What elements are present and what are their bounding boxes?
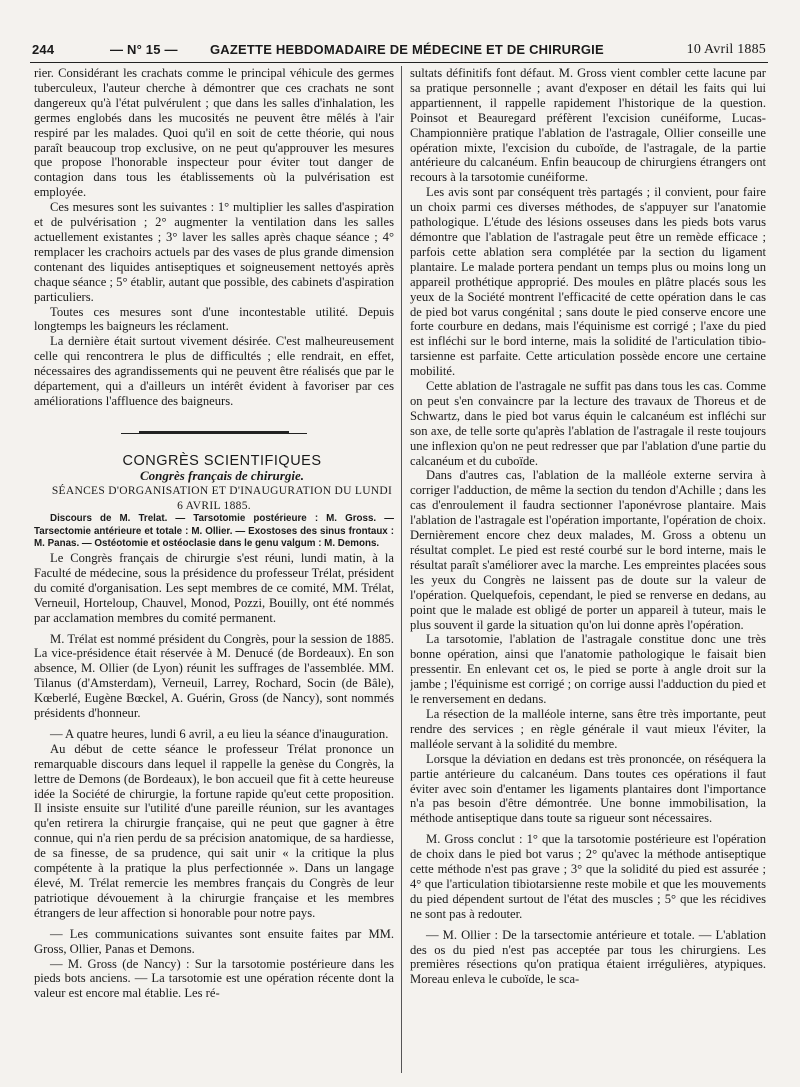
paragraph: La résection de la malléole interne, sans être très importante, peut rendre des services ; en règle générale il vaut mieux l'éviter, la malléole servant à la solidité du membre. [410,706,766,751]
paragraph: — A quatre heures, lundi 6 avril, a eu lieu la séance d'inauguration. [50,726,389,741]
issue-date: 10 Avril 1885 [686,42,766,57]
paragraph: Dans d'autres cas, l'ablation de la malléole externe servira à corriger l'adduction, de même la section du tendon d'Achille ; dans les cas d'enroulement il faudra sectionner l'aponévrose plantaire. Mais l'ablation de l'astragale est l'opération importante, l'opération de choix. Dernièrement encore chez deux malades, M. Gross a obtenu un résultat complet. Le pied est resté courbé sur le bord interne, mais le résultat paraît s'améliorer avec la marche. Les empreintes placées sous les yeux du Congrès ne laissent pas de doute sur la valeur de l'opération. Quelquefois, cependant, le pied se renverse en dedans, au point que le malade est obligé de porter un appareil à tuteur, mais le plus souvent il garde la situation qu'on lui donne après l'opération. [410,468,766,632]
section-title: CONGRÈS SCIENTIFIQUES [122,452,322,469]
paragraph: Lorsque la déviation en dedans est très prononcée, on réséquera la partie antérieure du calcanéum. Dans toutes ces opérations il faut éviter avec soin d'entamer les ligaments plantaires dont l'importance n'a pas besoin d'être démontrée. Une bonne immobilisation, la méthode antiseptique dans toute sa rigueur sont nécessaires. [410,751,766,826]
journal-title: GAZETTE HEBDOMADAIRE DE MÉDECINE ET DE CHIRURGIE [210,42,604,57]
right-column [410,66,766,1073]
paragraph: Cette ablation de l'astragale ne suffit pas dans tous les cas. Comme on peut s'en convaincre par la lecture des travaux de Thoreus et de Schwartz, dans le pied bot varus équin le calcanéum est infléchi sur son axe, de telle sorte qu'après l'ablation de l'astragale il reste toujours une inflexion qu'on ne peut redresser que par l'ablation d'une partie du calcanéum et du cuboïde. [410,379,766,468]
paragraph: La dernière était surtout vivement désirée. C'est malheureusement celle qui rencontrera le plus de difficultés ; elle rendrait, en effet, nécessaires des agrandissements qui ne peuvent être réalisés que par le département, qui a d'ailleurs un intérêt évident à favoriser par ces améliorations l'affluence des baigneurs. [34,334,394,408]
paragraph: sultats définitifs font défaut. M. Gross vient combler cette lacune par sa pratique personnelle ; avant d'exposer en détail les faits qui lui appartiennent, il rappelle rapidement l'historique de la question. Poinsot et Beauregard préfèrent l'excision cunéiforme, Lucas-Championnière pratique l'ablation de l'astragale, Ollier conseille une opération mixte, l'excision du cuboïde, de l'astragale, de la partie antérieure du calcanéum. Enfin beaucoup de chirurgiens étrangers ont recours à la tarsotomie cunéiforme. [410,66,766,185]
page-header [28,38,772,60]
left-column [34,66,394,1073]
paragraph: Ces mesures sont les suivantes : 1° multiplier les salles d'aspiration et de pulvérisation ; 2° augmenter la ventilation dans les salles actuellement existantes ; 3° laver les salles après chaque séance ; 4° remplacer les crachoirs actuels par des vases de plus grande dimension contenant des liquides antiseptiques et soigneusement nettoyés après chaque séance ; 5° établir, autant que possible, des cabinets d'aspiration particuliers. [34,200,394,304]
paragraph: M. Trélat est nommé président du Congrès, pour la session de 1885. La vice-présidence était réservée à M. Denucé (de Bordeaux). En son absence, M. Ollier (de Lyon) réunit les suffrages de l'assemblée. MM. Tilanus (d'Amsterdam), Verneuil, Larrey, Rochard, Socin (de Bâle), Kœberlé, Eugène Bœckel, A. Guérin, Gross (de Nancy), sont nommés présidents d'honneur. [34,631,394,721]
paragraph: — Les communications suivantes sont ensuite faites par MM. Gross, Ollier, Panas et Demons. [34,926,394,956]
paragraph: Les avis sont par conséquent très partagés ; il convient, pour faire un choix parmi ces diverses méthodes, de s'appuyer sur l'anatomie pathologique. L'étude des lésions osseuses dans les pieds bots varus démontre que l'ablation de l'astragale peut être un remède efficace ; parfois cette ablation sera complétée par la section du ligament plantaire. Le malade portera pendant un temps plus ou moins long un appareil prothétique approprié. Des moules en plâtre placés sous les yeux de la Société montrent l'efficacité de cette opération dans le cas de pied bot varus congénital ; sans doute le pied conserve encore une forte courbure en dedans, mais l'équinisme est corrigé ; l'axe du pied est infléchi sur le bord interne, mais la solidité de l'articulation tibio-tarsienne est parfaite. Cette articulation possède encore une certaine mobilité. [410,185,766,379]
paragraph: — M. Gross (de Nancy) : Sur la tarsotomie postérieure dans les pieds bots anciens. — La tarsotomie est une opération récente dont la valeur est encore mal établie. Les ré- [34,956,394,1001]
section-separator [139,431,289,434]
paragraph: rier. Considérant les crachats comme le principal véhicule des germes tuberculeux, l'auteur cherche à démontrer que ces crachats ne sont dangereux qu'à l'état pulvérulent ; que dans les salles d'inhalation, les germes englobés dans les mucosités ne peuvent être mêlés à l'air respiré par les malades. Quoi qu'il en soit de cette théorie, qui nous paraît beaucoup trop exclusive, on ne peut qu'approuver les mesures que propose l'honorable inspecteur pour éviter tout danger de contagion dans tous les établissements où la pulvérisation est employée. [34,66,394,200]
session-summary: Discours de M. Trelat. — Tarsotomie postérieure : M. Gross. — Tarsectomie antérieure et totale : M. Ollier. — Exostoses des sinus frontaux : M. Panas. — Ostéotomie et ostéoclasie dans le genu valgum : M. Demons. [34,513,394,550]
paragraph: — M. Ollier : De la tarsectomie antérieure et totale. — L'ablation des os du pied n'est pas acceptée par tous les chirurgiens. Les premières résections qu'on pratiqua étaient irrégulières, atypiques. Moreau enleva le cuboïde, le sca- [410,927,766,987]
paragraph: La tarsotomie, l'ablation de l'astragale constitue donc une très bonne opération, ainsi que l'anatomie pathologique le faisait bien pressentir. En enlevant cet os, le pied se porte à angle droit sur la jambe ; l'équinisme est corrigé ; on corrige aussi l'adduction du pied et le renversement en dedans. [410,632,766,707]
header-rule [30,62,768,63]
paragraph: M. Gross conclut : 1° que la tarsotomie postérieure est l'opération de choix dans le pied bot varus ; 2° qu'avec la méthode antiseptique cette méthode n'est pas grave ; 3° que la solidité du pied est assurée ; 4° que l'articulation tibiotarsienne reste mobile et que les mouvements du pied dépendent surtout de l'état des muscles ; 5° que les récidives ne sont pas à redouter. [410,832,766,921]
section-subtitle: Congrès français de chirurgie. [140,467,304,483]
session-title: SÉANCES D'ORGANISATION ET D'INAUGURATION DU LUNDI 6 AVRIL 1885. [51,484,393,512]
column-divider [401,66,402,1073]
paragraph: Toutes ces mesures sont d'une incontestable utilité. Depuis longtemps les baigneurs les réclament. [34,304,394,334]
page-number: 244 [32,42,55,57]
issue-number: — N° 15 — [110,42,178,57]
paragraph: Le Congrès français de chirurgie s'est réuni, lundi matin, à la Faculté de médecine, sous la présidence du professeur Trélat, président du comité d'organisation. Les sept membres de ce comité, MM. Trélat, Verneuil, Horteloup, Chauvel, Monod, Pozzi, Bouilly, ont été nommés par acclamation membres du comité permanent. [34,550,394,625]
paragraph: Au début de cette séance le professeur Trélat prononce un remarquable discours dans lequel il rappelle la genèse du Congrès, la lettre de Demons (de Bordeaux), le bon accueil que fit à cette heureuse idée la Société de chirurgie, la fortune rapide qu'eut cette proposition. Il insiste ensuite sur l'utilité d'une pareille réunion, sur les avantages qu'en retirera la chirurgie française, qui ne peut que gagner à être connue, qui n'a rien perdu de sa précision anatomique, de sa hardiesse, de sa finesse, de sa prudence, qui sait unir « la critique la plus compétente à la pratique la plus perfectionnée ». Dans un langage élevé, M. Trélat remercie les membres français du Congrès de leur patriotique dévouement à la chirurgie française et les membres étrangers de leur affection si honorable pour notre pays. [34,741,394,920]
